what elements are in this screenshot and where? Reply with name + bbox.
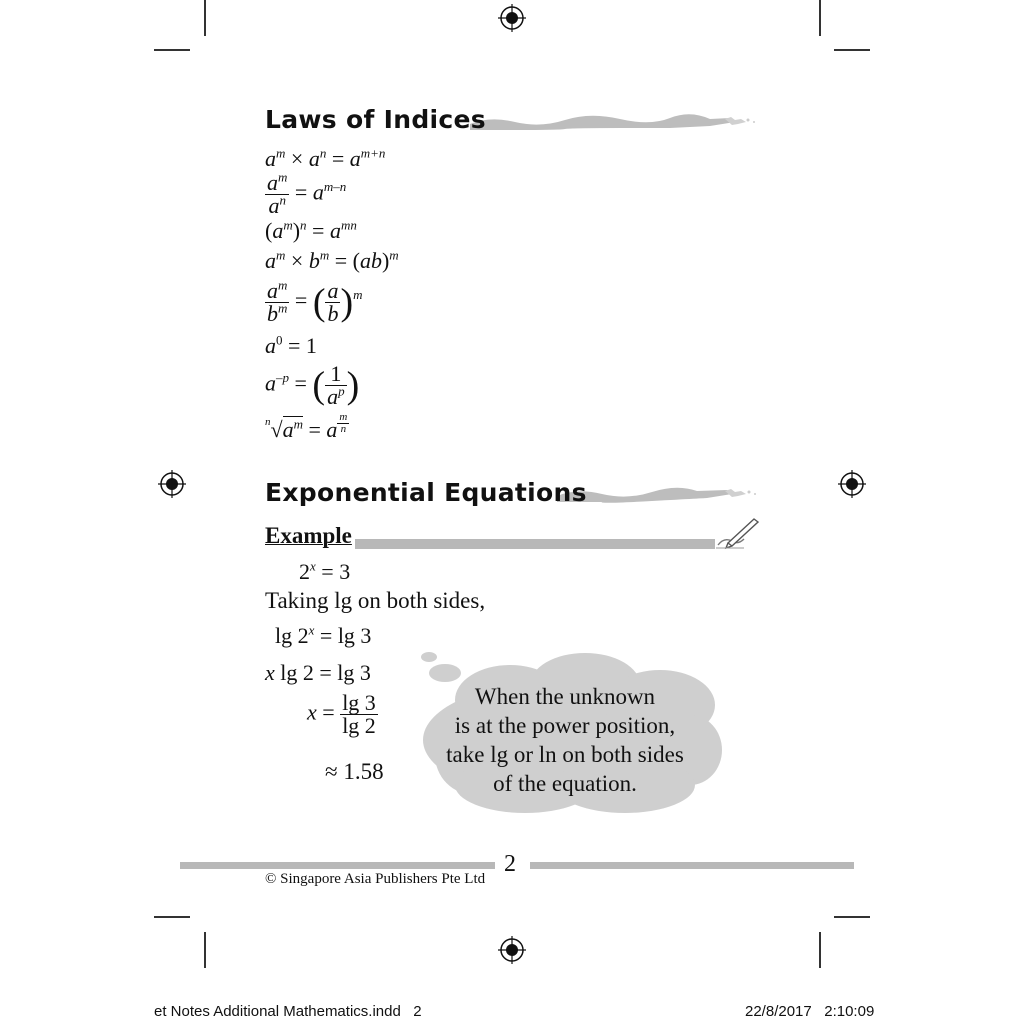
equation-approx-result: ≈ 1.58 [325,759,384,784]
crop-mark [204,932,206,968]
page-number: 2 [504,851,516,877]
formula-quotient-rule: $\frac{a^m}{a^n}$ = $a^{m-n}$ [267,169,347,218]
brush-stroke-decoration [557,482,762,508]
cloud-line: is at the power position, [454,713,676,738]
footer-rule-right [530,862,854,869]
section-heading-exponential-equations: Exponential Equations [265,478,587,507]
crop-mark [834,49,870,51]
equation-step-2: lg 2$^x$ = lg 3 [275,622,372,648]
registration-mark-icon [838,470,866,498]
copyright-text: © Singapore Asia Publishers Pte Ltd [265,871,486,887]
cloud-line: take lg or ln on both sides [446,742,684,767]
formula-power-rule: $(a^m)^n = a^{mn}$ [265,217,357,243]
example-rule [355,539,715,549]
cloud-line: When the unknown [474,684,656,709]
footer-rule-left [180,862,495,869]
crop-mark [834,916,870,918]
formula-product-power: $a^m \times b^m = (ab)^m$ [265,247,399,273]
formula-zero-power: $a^0 = 1$ [265,332,317,358]
taking-lg-text: Taking lg on both sides, [265,588,486,613]
formula-quotient-power: $\frac{a^m}{b^m}$ = ( $\frac{a}{b}$ )$^m$ [267,277,363,326]
section-heading-laws-of-indices: Laws of Indices [265,105,486,134]
slug-filename: et Notes Additional Mathematics.indd 2 [154,1003,422,1020]
equation-step-3: x lg 2 = lg 3 [265,660,371,685]
thought-cloud-text [430,682,700,798]
crop-mark [819,932,821,968]
equation-step-1: 2$^x$ = 3 [299,558,351,584]
formula-product-rule: $a^m \times a^n = a^{m+n}$ [265,145,386,171]
crop-mark [204,0,206,36]
crop-mark [819,0,821,36]
registration-mark-icon [498,4,526,32]
crop-mark [154,916,190,918]
registration-mark-icon [158,470,186,498]
formula-fractional-power: $^n√a^m = a$ $\frac{m}{n}$ [265,411,348,442]
crop-mark [154,49,190,51]
slug-timestamp: 22/8/2017 2:10:09 [745,1003,875,1020]
cloud-line: of the equation. [493,771,637,796]
brush-stroke-decoration [470,110,760,136]
pen-writing-icon [714,515,760,551]
formula-negative-power: $a^{-p}$ = ( $\frac{1}{a^p}$ ) [265,361,360,409]
equation-step-4: x = $\frac{\lg 3}{\lg 2}$ [307,690,376,738]
example-label: Example [265,523,352,548]
registration-mark-icon [498,936,526,964]
